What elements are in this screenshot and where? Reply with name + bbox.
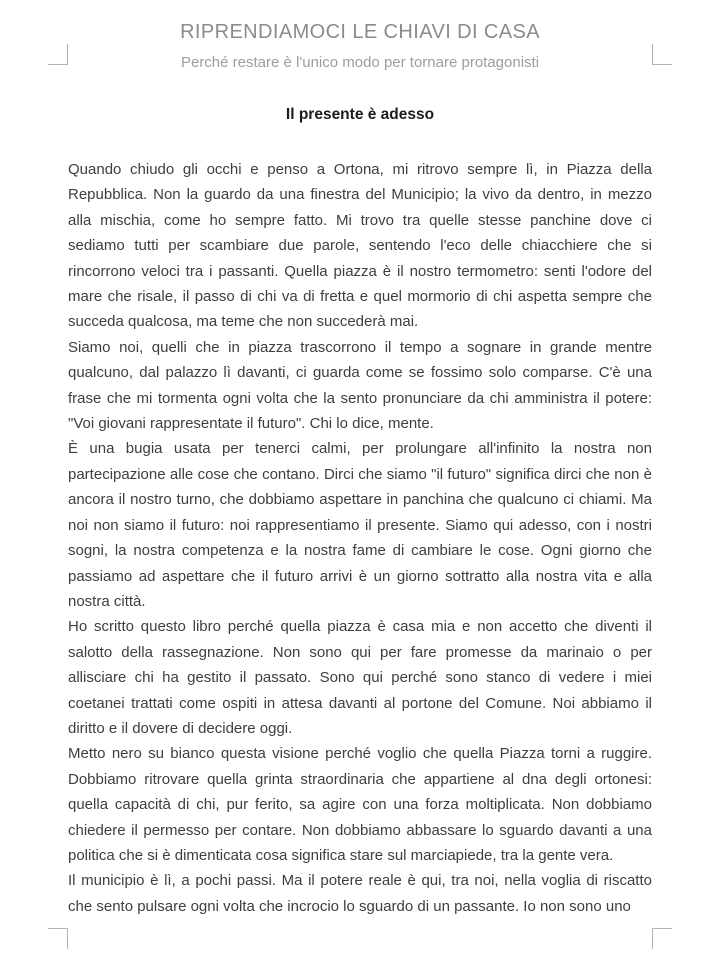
body-paragraph: Il municipio è lì, a pochi passi. Ma il potere reale è qui, tra noi, nella voglia di riscatto che sento pulsare ogni volta che incrocio lo sguardo di un passante. Io non sono uno	[68, 872, 652, 915]
body-paragraph: Quando chiudo gli occhi e penso a Ortona, mi ritrovo sempre lì, in Piazza della Repubblica. Non la guardo da una finestra del Municipio; la vivo da dentro, in mezzo alla mischia, come ho sempre fatto. Mi trovo tra quelle stesse panchine dove ci sediamo tutti per scambiare due parole, sentendo l'eco delle chiacchiere che si rincorrono veloci tra i passanti. Quella piazza è il nostro termometro: senti l'odore del mare che risale, il passo di chi va di fretta e quel mormorio di chi aspetta sempre che succeda qualcosa, ma teme che non succederà mai.	[68, 161, 652, 331]
document-title: RIPRENDIAMOCI LE CHIAVI DI CASA	[180, 21, 540, 43]
text-block	[68, 157, 652, 919]
text-boundary-corner-bottom-right-icon	[652, 928, 672, 949]
document-subtitle: Perché restare è l'unico modo per tornare protagonisti	[180, 54, 540, 71]
body-paragraph: Ho scritto questo libro perché quella piazza è casa mia e non accetto che diventi il salotto della rassegnazione. Non sono qui per fare promesse da marinaio o per allisciare chi ha gestito il passato. Sono qui perché sono stanco di vedere i miei coetanei trattati come ospiti in attesa davanti al portone del Comune. Noi abbiamo il diritto e il dovere di decidere oggi.	[68, 618, 652, 737]
body-paragraph: È una bugia usata per tenerci calmi, per prolungare all'infinito la nostra non partecipazione alle cose che contano. Dirci che siamo "il futuro" significa dirci che non è ancora il nostro turno, che dobbiamo aspettare in panchina che qualcuno ci chiami. Ma noi non siamo il futuro: noi rappresentiamo il presente. Siamo qui adesso, con i nostri sogni, la nostra competenza e la nostra fame di cambiare le cose. Ogni giorno che passiamo ad aspettare che il futuro arrivi è un giorno sottratto alla nostra vita e alla nostra città.	[68, 440, 652, 610]
chapter-heading: Il presente è adesso	[285, 106, 435, 123]
text-boundary-corner-bottom-left-icon	[48, 928, 68, 949]
body-paragraph: Metto nero su bianco questa visione perché voglio che quella Piazza torni a ruggire. Dobbiamo ritrovare quella grinta straordinaria che appartiene al dna degli ortonesi: quella capacità di chi, pur ferito, sa agire con una forza moltiplicata. Non dobbiamo chiedere il permesso per contare. Non dobbiamo abbassare lo sguardo davanti a una politica che si è dimenticata cosa significa stare sul marciapiede, tra la gente vera.	[68, 745, 652, 864]
body-paragraph: Siamo noi, quelli che in piazza trascorrono il tempo a sognare in grande mentre qualcuno, dal palazzo lì davanti, ci guarda come se fossimo solo comparse. C'è una frase che mi tormenta ogni volta che la sento pronunciare da chi amministra il potere: "Voi giovani rappresentate il futuro". Chi lo dice, mente.	[68, 338, 652, 433]
